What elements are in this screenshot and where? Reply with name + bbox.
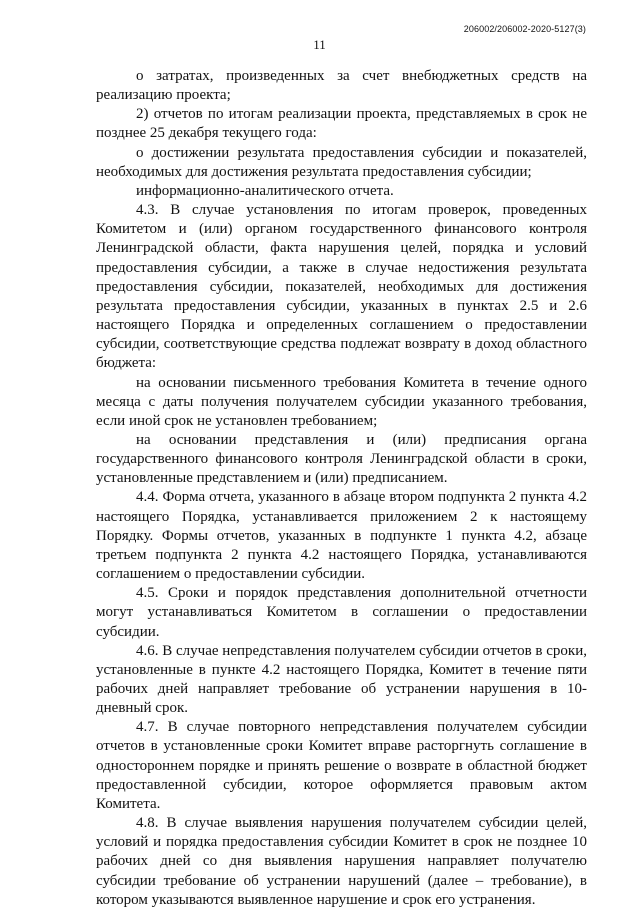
document-code: 206002/206002-2020-5127(3): [463, 24, 586, 34]
paragraph-4-8: 4.8. В случае выявления нарушения получателем субсидии целей, условий и порядка предоставления субсидии Комитет в срок не позднее 10 рабочих дней со дня выявления нарушения направляет получателю субсидии требование об устранении нарушений (далее – требование), в котором указываются выявленное нарушение и срок его устранения.: [96, 815, 587, 908]
page-number: 11: [313, 37, 326, 52]
paragraph-4-3: 4.3. В случае установления по итогам проверок, проведенных Комитетом и (или) органом государственного финансового контроля Ленинградской области, факта нарушения целей, порядка и условий предоставления субсидии, а также в случае недостижения результата предоставления субсидии, показателей, необходимых для достижения результата предоставления субсидии, указанных в пунктах 2.5 и 2.6 настоящего Порядка и определенных соглашением о предоставлении субсидии, соответствующие средства подлежат возврату в доход областного бюджета:: [96, 202, 587, 372]
paragraph-analytical-report: информационно-аналитического отчета.: [136, 182, 394, 199]
paragraph-4-7: 4.7. В случае повторного непредставления получателем субсидии отчетов в установленные сроки Комитет вправе расторгнуть соглашение в одностороннем порядке и принять решение о возврате в областной бюджет предоставленной субсидии, которое оформляется правовым актом Комитета.: [96, 719, 587, 812]
document-body: [96, 67, 587, 910]
paragraph-final-reports: 2) отчетов по итогам реализации проекта, представляемых в срок не позднее 25 декабря текущего года:: [96, 106, 587, 142]
paragraph-written-demand: на основании письменного требования Комитета в течение одного месяца с даты получения получателем субсидии указанного требования, если иной срок не установлен требованием;: [96, 374, 587, 429]
paragraph-result-achievement: о достижении результата предоставления субсидии и показателей, необходимых для достижения результата предоставления субсидии;: [96, 144, 587, 180]
paragraph-4-4: 4.4. Форма отчета, указанного в абзаце втором подпункта 2 пункта 4.2 настоящего Порядка, устанавливается приложением 2 к настоящему Порядку. Формы отчетов, указанных в подпункте 1 пункта 4.2, абзаце третьем подпункта 2 пункта 4.2 настоящего Порядка, устанавливаются соглашением о предоставлении субсидии.: [96, 489, 587, 583]
paragraph-control-order: на основании представления и (или) предписания органа государственного финансового контроля Ленинградской области в сроки, установленные представлением и (или) предписанием.: [96, 431, 587, 487]
paragraph-4-6: 4.6. В случае непредставления получателем субсидии отчетов в сроки, установленные в пункте 4.2 настоящего Порядка, Комитет в течение пяти рабочих дней направляет требование об устранении нарушения в 10-дневный срок.: [96, 642, 587, 717]
paragraph-costs-report: о затратах, произведенных за счет внебюджетных средств на реализацию проекта;: [96, 68, 587, 104]
paragraph-4-5: 4.5. Сроки и порядок представления дополнительной отчетности могут устанавливаться Комитетом в соглашении о предоставлении субсидии.: [96, 585, 587, 640]
